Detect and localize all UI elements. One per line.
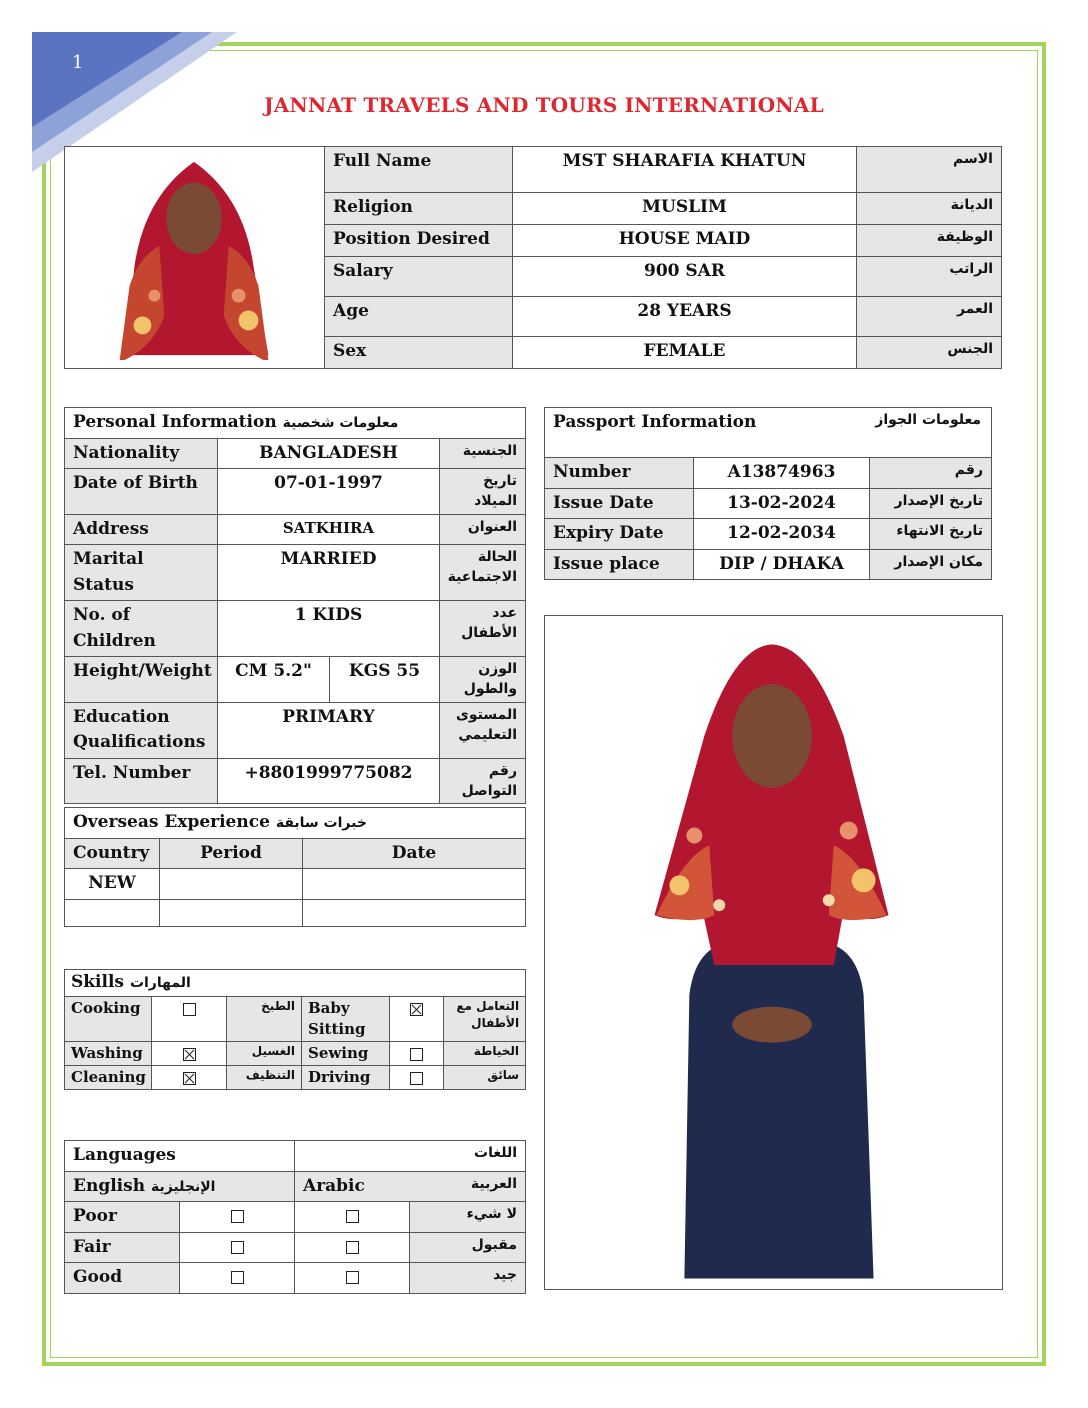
skill-babysitting-label: Baby Sitting [302, 997, 390, 1042]
english-label-arabic: الإنجليزية [150, 1178, 216, 1195]
age-arabic: العمر [857, 297, 1002, 337]
skill-driving-checkbox-cell [390, 1066, 444, 1090]
nationality-arabic: الجنسية [440, 438, 526, 469]
skills-title: Skills [71, 972, 125, 992]
passport-header [545, 408, 992, 458]
skills-title-arabic: المهارات [129, 975, 191, 991]
skill-cleaning-label: Cleaning [65, 1066, 152, 1090]
religion-label: Religion [325, 193, 513, 225]
main-info-table [64, 146, 1002, 369]
marital-arabic: الحالة الاجتماعية [440, 545, 526, 601]
sex-value: FEMALE [513, 337, 857, 369]
portrait-photo [65, 147, 323, 365]
nationality-label: Nationality [65, 438, 218, 469]
full-body-photo [545, 616, 1000, 1287]
skill-cleaning-checkbox-cell [152, 1066, 227, 1090]
passport-title-arabic: معلومات الجواز [875, 412, 982, 428]
tel-arabic: رقم التواصل [440, 758, 526, 804]
skill-babysitting-arabic: التعامل مع الأطفال [444, 997, 526, 1042]
marital-label: Marital Status [65, 545, 218, 601]
issue-place-label: Issue place [545, 549, 694, 580]
arabic-good-cell [295, 1263, 410, 1294]
fullname-arabic: الاسم [857, 147, 1002, 193]
sex-label: Sex [325, 337, 513, 369]
period-column-header: Period [160, 838, 303, 869]
languages-title-arabic: اللغات [295, 1141, 526, 1172]
skill-cleaning-arabic: التنظيف [227, 1066, 302, 1090]
arabic-fair-cell [295, 1232, 410, 1263]
passport-number-value: A13874963 [694, 458, 870, 489]
date-column-header: Date [303, 838, 526, 869]
experience-title-arabic: خبرات سابقة [275, 815, 367, 831]
skill-cleaning-checkbox[interactable] [183, 1072, 196, 1085]
overseas-experience-table [64, 807, 526, 927]
children-label: No. of Children [65, 601, 218, 657]
skill-cooking-checkbox-cell [152, 997, 227, 1042]
english-poor-checkbox[interactable] [231, 1210, 244, 1223]
english-fair-cell [180, 1232, 295, 1263]
address-value: SATKHIRA [218, 514, 440, 545]
skill-cooking-arabic: الطبخ [227, 997, 302, 1042]
education-arabic: المستوى التعليمي [440, 702, 526, 758]
issue-place-arabic: مكان الإصدار [870, 549, 992, 580]
country-column-header: Country [65, 838, 160, 869]
tel-label: Tel. Number [65, 758, 218, 804]
agency-title: JANNAT TRAVELS AND TOURS INTERNATIONAL [264, 93, 824, 117]
education-label: Education Qualifications [65, 702, 218, 758]
height-weight-arabic: الوزن والطول [440, 657, 526, 703]
religion-value: MUSLIM [513, 193, 857, 225]
experience-row [65, 869, 526, 900]
experience-date [303, 869, 526, 900]
experience-country: NEW [65, 869, 160, 900]
skill-washing-arabic: الغسيل [227, 1042, 302, 1066]
arabic-fair-checkbox[interactable] [346, 1241, 359, 1254]
english-fair-checkbox[interactable] [231, 1241, 244, 1254]
skill-sewing-checkbox[interactable] [410, 1048, 423, 1061]
expiry-date-arabic: تاريخ الانتهاء [870, 519, 992, 550]
level-poor-label: Poor [65, 1202, 180, 1233]
marital-value: MARRIED [218, 545, 440, 601]
personal-info-title-arabic: معلومات شخصية [282, 415, 399, 431]
passport-number-arabic: رقم [870, 458, 992, 489]
arabic-label: Arabic [303, 1175, 365, 1196]
age-value: 28 YEARS [513, 297, 857, 337]
full-body-photo-frame [544, 615, 1003, 1290]
level-fair-arabic: مقبول [410, 1232, 526, 1263]
page-number: 1 [72, 52, 84, 73]
experience-row [65, 899, 526, 926]
height-weight-label: Height/Weight [65, 657, 218, 703]
expiry-date-label: Expiry Date [545, 519, 694, 550]
skill-driving-checkbox[interactable] [410, 1072, 423, 1085]
issue-date-label: Issue Date [545, 488, 694, 519]
experience-period [160, 869, 303, 900]
personal-info-title: Personal Information [73, 412, 277, 432]
skill-driving-arabic: سائق [444, 1066, 526, 1090]
arabic-poor-checkbox[interactable] [346, 1210, 359, 1223]
portrait-photo-cell [65, 147, 325, 369]
position-value: HOUSE MAID [513, 225, 857, 257]
personal-info-header [65, 408, 526, 439]
languages-table [64, 1140, 526, 1294]
position-arabic: الوظيفة [857, 225, 1002, 257]
level-good-arabic: جيد [410, 1263, 526, 1294]
religion-arabic: الديانة [857, 193, 1002, 225]
arabic-label-arabic: العربية [470, 1175, 517, 1192]
skill-cooking-checkbox[interactable] [183, 1003, 196, 1016]
skills-table [64, 969, 526, 1090]
dob-arabic: تاريخ الميلاد [440, 469, 526, 515]
experience-date [303, 899, 526, 926]
address-arabic: العنوان [440, 514, 526, 545]
skill-cooking-label: Cooking [65, 997, 152, 1042]
skill-washing-checkbox[interactable] [183, 1048, 196, 1061]
education-value: PRIMARY [218, 702, 440, 758]
english-poor-cell [180, 1202, 295, 1233]
arabic-good-checkbox[interactable] [346, 1271, 359, 1284]
nationality-value: BANGLADESH [218, 438, 440, 469]
experience-country [65, 899, 160, 926]
arabic-poor-cell [295, 1202, 410, 1233]
english-good-cell [180, 1263, 295, 1294]
english-column-header [65, 1171, 295, 1202]
position-label: Position Desired [325, 225, 513, 257]
issue-date-arabic: تاريخ الإصدار [870, 488, 992, 519]
children-arabic: عدد الأطفال [440, 601, 526, 657]
english-good-checkbox[interactable] [231, 1271, 244, 1284]
passport-info-table [544, 407, 992, 580]
fullname-label: Full Name [325, 147, 513, 193]
skill-babysitting-checkbox-cell [390, 997, 444, 1042]
age-label: Age [325, 297, 513, 337]
skill-washing-checkbox-cell [152, 1042, 227, 1066]
skills-header [65, 970, 526, 997]
passport-title: Passport Information [553, 412, 757, 432]
experience-title: Overseas Experience [73, 812, 270, 832]
experience-header [65, 808, 526, 839]
issue-date-value: 13-02-2024 [694, 488, 870, 519]
issue-place-value: DIP / DHAKA [694, 549, 870, 580]
fullname-value: MST SHARAFIA KHATUN [513, 147, 857, 193]
salary-arabic: الراتب [857, 257, 1002, 297]
skill-sewing-label: Sewing [302, 1042, 390, 1066]
height-value: CM 5.2" [218, 657, 330, 703]
skill-washing-label: Washing [65, 1042, 152, 1066]
personal-info-table [64, 407, 526, 804]
level-fair-label: Fair [65, 1232, 180, 1263]
salary-label: Salary [325, 257, 513, 297]
dob-label: Date of Birth [65, 469, 218, 515]
dob-value: 07-01-1997 [218, 469, 440, 515]
skill-sewing-checkbox-cell [390, 1042, 444, 1066]
children-value: 1 KIDS [218, 601, 440, 657]
expiry-date-value: 12-02-2034 [694, 519, 870, 550]
skill-driving-label: Driving [302, 1066, 390, 1090]
level-good-label: Good [65, 1263, 180, 1294]
skill-babysitting-checkbox[interactable] [410, 1003, 423, 1016]
tel-value: +8801999775082 [218, 758, 440, 804]
experience-period [160, 899, 303, 926]
address-label: Address [65, 514, 218, 545]
salary-value: 900 SAR [513, 257, 857, 297]
level-poor-arabic: لا شيء [410, 1202, 526, 1233]
skill-sewing-arabic: الخياطة [444, 1042, 526, 1066]
sex-arabic: الجنس [857, 337, 1002, 369]
languages-title: Languages [65, 1141, 295, 1172]
weight-value: KGS 55 [330, 657, 440, 703]
english-label: English [73, 1175, 146, 1196]
arabic-column-header [295, 1171, 526, 1202]
passport-number-label: Number [545, 458, 694, 489]
